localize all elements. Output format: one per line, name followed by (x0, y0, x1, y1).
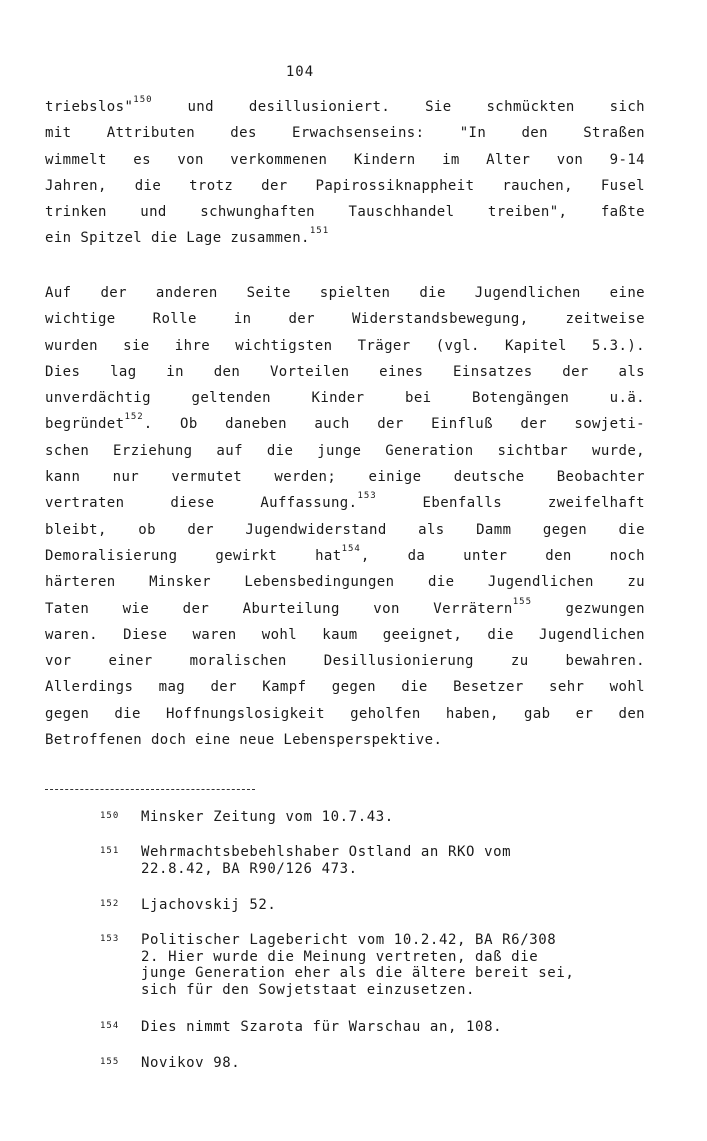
paragraph-2-line: waren. Diese waren wohl kaum geeignet, die Jugendlichen (45, 626, 645, 643)
footnote-reference: 151 (309, 226, 330, 237)
line-text: begründet (45, 416, 125, 433)
paragraph-2-line: Auf der anderen Seite spielten die Jugendlichen eine (45, 285, 645, 301)
paragraph-2-line: bleibt, ob der Jugendwiderstand als Damm gegen die (45, 521, 645, 538)
paragraph-1-line: Jahren, die trotz der Papirossiknappheit rauchen, Fusel (45, 177, 645, 194)
paragraph-2-line: Allerdings mag der Kampf gegen die Besetzer sehr wohl (45, 679, 645, 696)
footnote-separator (45, 789, 255, 790)
paragraph-1-line (45, 225, 645, 251)
paragraph-2-line: schen Erziehung auf die junge Generation sichtbar wurde, (45, 442, 645, 459)
line-text: Taten wie der Aburteilung von Verrätern (45, 600, 513, 617)
paragraph-1 (45, 94, 645, 252)
line-text: ein Spitzel die Lage zusammen. (45, 230, 310, 247)
paragraph-1-line: mit Attributen des Erwachsenseins: "In den Straßen (45, 125, 645, 142)
paragraph-2-line (45, 411, 645, 437)
line-text: Demoralisierung gewirkt hat (45, 547, 342, 564)
paragraph-2-line: gegen die Hoffnungslosigkeit geholfen haben, gab er den (45, 705, 645, 722)
footnote-number: 155 (100, 1057, 120, 1067)
footnote-text: Politischer Lagebericht vom 10.2.42, BA R6/308 2. Hier wurde die Meinung vertreten, daß die junge Generation eher als die ältere bereit sei, sich für den Sowjetstaat einzusetzen. (141, 932, 575, 998)
paragraph-2 (45, 280, 645, 753)
paragraph-2-line (45, 596, 645, 622)
footnote-text: Wehrmachtsbebehlshaber Ostland an RKO vom 22.8.42, BA R90/126 473. (141, 844, 512, 877)
line-text: Ebenfalls zweifelhaft (376, 495, 645, 512)
paragraph-2-line: wurden sie ihre wichtigsten Träger (vgl. Kapitel 5.3.). (45, 337, 645, 354)
paragraph-2-line: Dies lag in den Vorteilen eines Einsatzes der als (45, 363, 645, 380)
footnote-number: 154 (100, 1021, 120, 1031)
paragraph-1-line (45, 94, 645, 120)
line-text: triebslos" (45, 99, 134, 115)
line-text: . Ob daneben auch der Einfluß der sowjeti- (143, 416, 645, 433)
footnote-reference: 155 (512, 596, 533, 607)
line-text: gezwungen (532, 600, 645, 617)
paragraph-2-line: vor einer moralischen Desillusionierung zu bewahren. (45, 653, 645, 670)
footnote-text: Ljachovskij 52. (141, 897, 277, 913)
paragraph-1-line: wimmelt es von verkommenen Kindern im Alter von 9-14 (45, 151, 645, 168)
footnote-reference: 150 (133, 95, 153, 105)
footnote-text: Minsker Zeitung vom 10.7.43. (141, 809, 394, 825)
paragraph-2-line (45, 543, 645, 569)
footnote-text: Novikov 98. (141, 1055, 241, 1071)
page-number: 104 (285, 64, 315, 80)
footnote-reference: 152 (124, 412, 144, 423)
paragraph-2-line: kann nur vermutet werden; einige deutsche Beobachter (45, 469, 645, 486)
footnote-text: Dies nimmt Szarota für Warschau an, 108. (141, 1019, 503, 1035)
line-text: und desillusioniert. Sie schmückten sich (152, 99, 645, 115)
paragraph-2-line: unverdächtig geltenden Kinder bei Botengängen u.ä. (45, 390, 645, 407)
footnote-number: 152 (100, 899, 120, 909)
paragraph-2-line (45, 490, 645, 516)
footnote-number: 150 (100, 811, 120, 821)
line-text: vertraten diese Auffassung. (45, 495, 358, 512)
footnote-number: 151 (100, 846, 120, 856)
footnote-reference: 153 (357, 491, 377, 502)
paragraph-2-line: Betroffenen doch eine neue Lebensperspektive. (45, 732, 443, 749)
footnote-number: 153 (100, 934, 120, 944)
paragraph-1-line: trinken und schwunghaften Tauschhandel treiben", faßte (45, 204, 645, 221)
paragraph-2-line: wichtige Rolle in der Widerstandsbewegung, zeitweise (45, 311, 645, 328)
footnote-reference: 154 (341, 543, 361, 554)
paragraph-2-line: härteren Minsker Lebensbedingungen die Jugendlichen zu (45, 574, 645, 591)
line-text: , da unter den noch (360, 547, 645, 564)
